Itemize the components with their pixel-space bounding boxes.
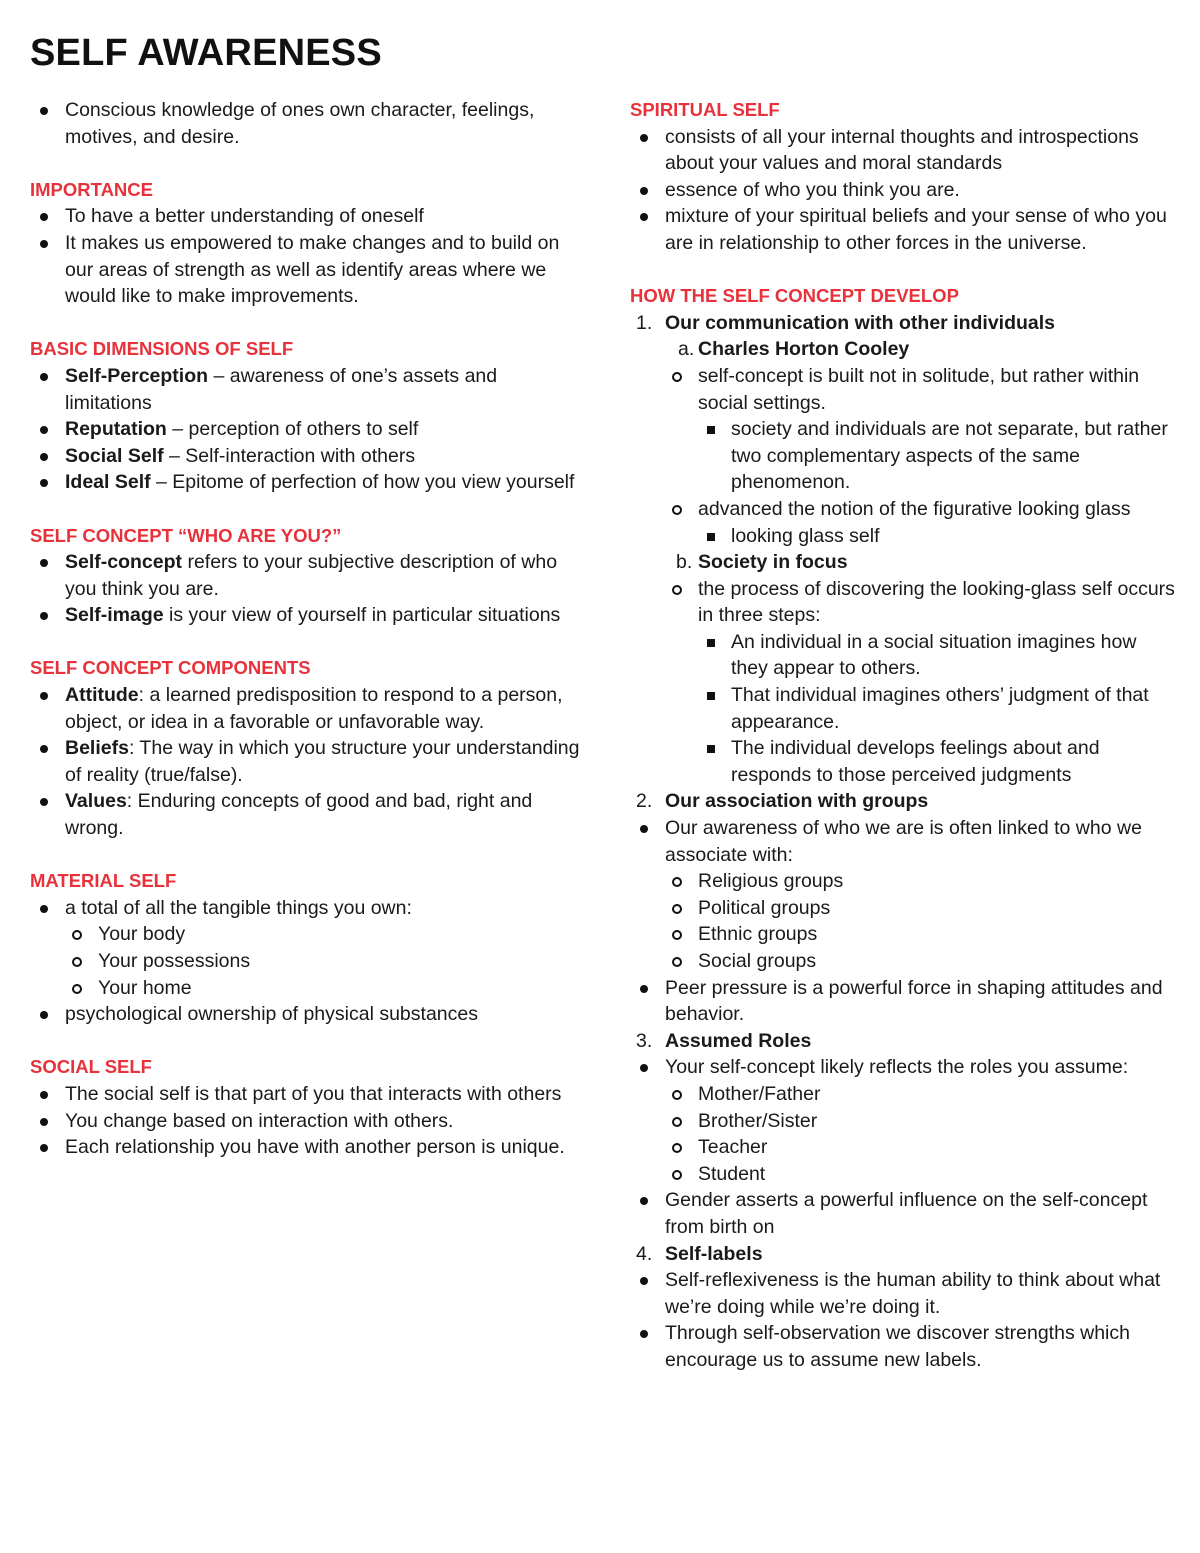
bullet-icon — [640, 985, 648, 993]
sub-sub-list-item — [630, 629, 1175, 682]
sub-list-item — [630, 1081, 1175, 1108]
numbered-item-label: Assumed Roles — [665, 1029, 812, 1052]
list-item — [30, 203, 582, 230]
bullet-icon — [40, 559, 48, 567]
list-item — [630, 975, 1175, 1028]
list-item — [30, 1001, 582, 1028]
term: Reputation — [65, 418, 167, 441]
term: Values — [65, 790, 127, 813]
list-item-text: Political groups — [698, 896, 831, 919]
bullet-icon — [40, 1091, 48, 1099]
list-item — [30, 363, 582, 416]
section-title-social-self: SOCIAL SELF — [30, 1056, 152, 1078]
list-item-text: Through self-observation we discover strengths which encourage us to assume new labels. — [665, 1322, 1130, 1371]
sub-list-item — [30, 921, 582, 948]
bullet-icon — [40, 692, 48, 700]
list-item — [630, 815, 1175, 868]
list-item-text: Social groups — [698, 950, 817, 972]
bullet-icon — [40, 373, 48, 381]
numbered-item-label: Our communication with other individuals — [665, 311, 1056, 334]
list-item — [30, 443, 582, 470]
document-title: SELF AWARENESS — [30, 32, 382, 74]
bullet-icon — [640, 825, 648, 833]
section-title-develop: HOW THE SELF CONCEPT DEVELOP — [630, 285, 959, 307]
bullet-icon — [40, 213, 48, 221]
list-number: 4. — [636, 1242, 653, 1265]
bullet-icon — [40, 1011, 48, 1019]
bullet-icon — [40, 426, 48, 434]
square-bullet-icon — [707, 745, 715, 753]
list-item-text: Your home — [98, 976, 192, 999]
term: Attitude — [65, 684, 139, 707]
bullet-icon — [640, 1197, 648, 1205]
section-title-spiritual-self: SPIRITUAL SELF — [630, 99, 780, 120]
definition: is your view of yourself in particular situations — [163, 604, 561, 627]
bullet-icon — [40, 1144, 48, 1152]
circle-bullet-icon — [672, 1143, 682, 1153]
circle-bullet-icon — [672, 1170, 682, 1180]
list-item-text: Religious groups — [698, 870, 844, 893]
list-item-text: Ethnic groups — [698, 923, 818, 946]
list-item — [630, 1320, 1175, 1373]
list-item-text: psychological ownership of physical substances — [65, 1003, 478, 1026]
list-item-text: the process of discovering the looking-glass self occurs in three steps: — [698, 577, 1175, 627]
bullet-icon — [640, 1330, 648, 1338]
bullet-icon — [640, 1064, 648, 1072]
list-item — [30, 97, 582, 150]
list-item-text: Student — [698, 1162, 766, 1185]
term: Social Self — [65, 444, 164, 467]
term: Self-Perception — [65, 364, 209, 387]
bullet-icon — [40, 798, 48, 806]
lettered-item — [630, 549, 1175, 576]
list-letter: a. — [678, 338, 695, 361]
section-title-dimensions: BASIC DIMENSIONS OF SELF — [30, 338, 294, 360]
list-item-text: society and individuals are not separate, but rather two complementary aspects of the same phenomenon. — [731, 418, 1168, 494]
circle-bullet-icon — [672, 585, 682, 595]
intro-text: Conscious knowledge of ones own character, feelings, motives, and desire. — [65, 99, 535, 148]
circle-bullet-icon — [672, 505, 682, 515]
list-item-text: Brother/Sister — [698, 1109, 818, 1132]
lettered-item-label: Society in focus — [698, 551, 848, 574]
sub-list-item — [630, 948, 1175, 975]
list-item-text: Your possessions — [98, 950, 251, 972]
sub-list-item — [630, 576, 1175, 629]
list-item-text: self-concept is built not in solitude, but rather within social settings. — [698, 364, 1140, 414]
list-item — [30, 469, 582, 496]
term: Self-concept — [65, 551, 183, 574]
list-item-text: Mother/Father — [698, 1082, 821, 1105]
bullet-icon — [40, 1118, 48, 1126]
section-title-importance: IMPORTANCE — [30, 178, 153, 200]
bullet-icon — [640, 134, 648, 142]
bullet-icon — [40, 107, 48, 115]
list-item — [30, 788, 582, 841]
list-item-text: The individual develops feelings about and responds to those perceived judgments — [731, 737, 1100, 786]
list-item — [30, 895, 582, 922]
list-item-text: Self-reflexiveness is the human ability to think about what we’re doing while we’re doing it. — [665, 1269, 1161, 1318]
circle-bullet-icon — [672, 904, 682, 914]
lettered-item — [630, 336, 1175, 363]
sub-list-item — [630, 1161, 1175, 1188]
list-item — [30, 230, 582, 310]
list-item-text: Your body — [98, 923, 186, 946]
square-bullet-icon — [707, 533, 715, 541]
sub-list-item — [630, 921, 1175, 948]
list-item-text: It makes us empowered to make changes and to build on our areas of strength as well as identify areas where we would like to make improvements. — [65, 231, 560, 308]
definition: : Enduring concepts of good and bad, right and wrong. — [65, 790, 533, 840]
sub-list-item — [630, 496, 1175, 523]
right-column — [630, 97, 1175, 1374]
list-item-text: Gender asserts a powerful influence on the self-concept from birth on — [665, 1189, 1148, 1238]
list-item — [30, 1134, 582, 1161]
sub-sub-list-item — [630, 735, 1175, 788]
circle-bullet-icon — [672, 877, 682, 887]
bullet-icon — [40, 745, 48, 753]
list-item — [30, 549, 582, 602]
definition: – Self-interaction with others — [163, 444, 416, 467]
sub-list-item — [630, 1134, 1175, 1161]
numbered-item — [630, 1241, 1175, 1268]
list-item — [630, 124, 1175, 177]
list-item-text: The social self is that part of you that interacts with others — [65, 1082, 562, 1105]
bullet-icon — [40, 453, 48, 461]
left-column — [30, 97, 582, 1161]
list-item — [630, 1054, 1175, 1081]
list-item-text: consists of all your internal thoughts and introspections about your values and moral standards — [665, 125, 1139, 175]
term: Self-image — [65, 604, 164, 627]
circle-bullet-icon — [672, 930, 682, 940]
list-item — [30, 682, 582, 735]
sub-list-item — [630, 868, 1175, 895]
circle-bullet-icon — [72, 984, 82, 994]
bullet-icon — [640, 1277, 648, 1285]
list-item-text: looking glass self — [731, 524, 880, 547]
numbered-item-label: Self-labels — [665, 1242, 763, 1265]
term: Ideal Self — [65, 471, 151, 494]
bullet-icon — [40, 240, 48, 248]
definition: : The way in which you structure your understanding of reality (true/false). — [65, 737, 580, 786]
sub-sub-list-item — [630, 682, 1175, 735]
list-item — [630, 1187, 1175, 1240]
list-item-text: You change based on interaction with others. — [65, 1109, 454, 1132]
lettered-item-label: Charles Horton Cooley — [698, 338, 910, 361]
list-item-text: Peer pressure is a powerful force in shaping attitudes and behavior. — [665, 976, 1163, 1026]
circle-bullet-icon — [672, 372, 682, 382]
square-bullet-icon — [707, 639, 715, 647]
numbered-item — [630, 1028, 1175, 1055]
definition: – Epitome of perfection of how you view yourself — [150, 471, 575, 494]
numbered-item-label: Our association with groups — [665, 790, 929, 813]
circle-bullet-icon — [72, 957, 82, 967]
definition: refers to your subjective description of who you think you are. — [65, 551, 558, 600]
list-letter: b. — [676, 551, 693, 574]
numbered-item — [630, 788, 1175, 815]
list-item — [30, 416, 582, 443]
list-item-text: To have a better understanding of oneself — [65, 205, 424, 228]
list-item-text: Our awareness of who we are is often linked to who we associate with: — [665, 817, 1142, 866]
list-item — [30, 735, 582, 788]
sub-list-item — [630, 363, 1175, 416]
definition: – perception of others to self — [166, 418, 419, 441]
list-item — [30, 1081, 582, 1108]
list-item — [630, 203, 1175, 256]
bullet-icon — [40, 479, 48, 487]
sub-list-item — [630, 1108, 1175, 1135]
definition: : a learned predisposition to respond to a person, object, or idea in a favorable or unfavorable way. — [65, 684, 563, 733]
list-number: 2. — [636, 790, 653, 813]
definition: – awareness of one’s assets and limitations — [65, 364, 498, 414]
list-item — [630, 177, 1175, 204]
list-item-text: a total of all the tangible things you own: — [65, 896, 412, 919]
list-item-text: Each relationship you have with another person is unique. — [65, 1136, 565, 1159]
sub-sub-list-item — [630, 416, 1175, 496]
bullet-icon — [640, 187, 648, 195]
list-item — [630, 1267, 1175, 1320]
sub-list-item — [30, 948, 582, 975]
section-title-components: SELF CONCEPT COMPONENTS — [30, 657, 311, 679]
list-item — [30, 602, 582, 629]
list-item-text: Teacher — [698, 1136, 768, 1159]
sub-sub-list-item — [630, 523, 1175, 550]
bullet-icon — [40, 905, 48, 913]
circle-bullet-icon — [672, 957, 682, 967]
list-item-text: That individual imagines others’ judgment of that appearance. — [731, 684, 1149, 733]
list-number: 1. — [636, 311, 653, 334]
section-title-self-concept: SELF CONCEPT “WHO ARE YOU?” — [30, 524, 342, 546]
list-item-text: Your self-concept likely reflects the roles you assume: — [665, 1056, 1129, 1079]
section-title-material-self: MATERIAL SELF — [30, 870, 177, 892]
list-number: 3. — [636, 1029, 653, 1052]
circle-bullet-icon — [672, 1090, 682, 1100]
bullet-icon — [640, 213, 648, 221]
square-bullet-icon — [707, 426, 715, 434]
list-item-text: essence of who you think you are. — [665, 178, 960, 201]
list-item-text: mixture of your spiritual beliefs and your sense of who you are in relationship to other forces in the universe. — [665, 205, 1167, 254]
circle-bullet-icon — [72, 930, 82, 940]
square-bullet-icon — [707, 692, 715, 700]
bullet-icon — [40, 612, 48, 620]
list-item — [30, 1108, 582, 1135]
sub-list-item — [630, 895, 1175, 922]
sub-list-item — [30, 975, 582, 1002]
term: Beliefs — [65, 737, 129, 760]
circle-bullet-icon — [672, 1117, 682, 1127]
numbered-item — [630, 310, 1175, 337]
list-item-text: An individual in a social situation imagines how they appear to others. — [731, 630, 1137, 680]
list-item-text: advanced the notion of the figurative looking glass — [698, 497, 1131, 520]
